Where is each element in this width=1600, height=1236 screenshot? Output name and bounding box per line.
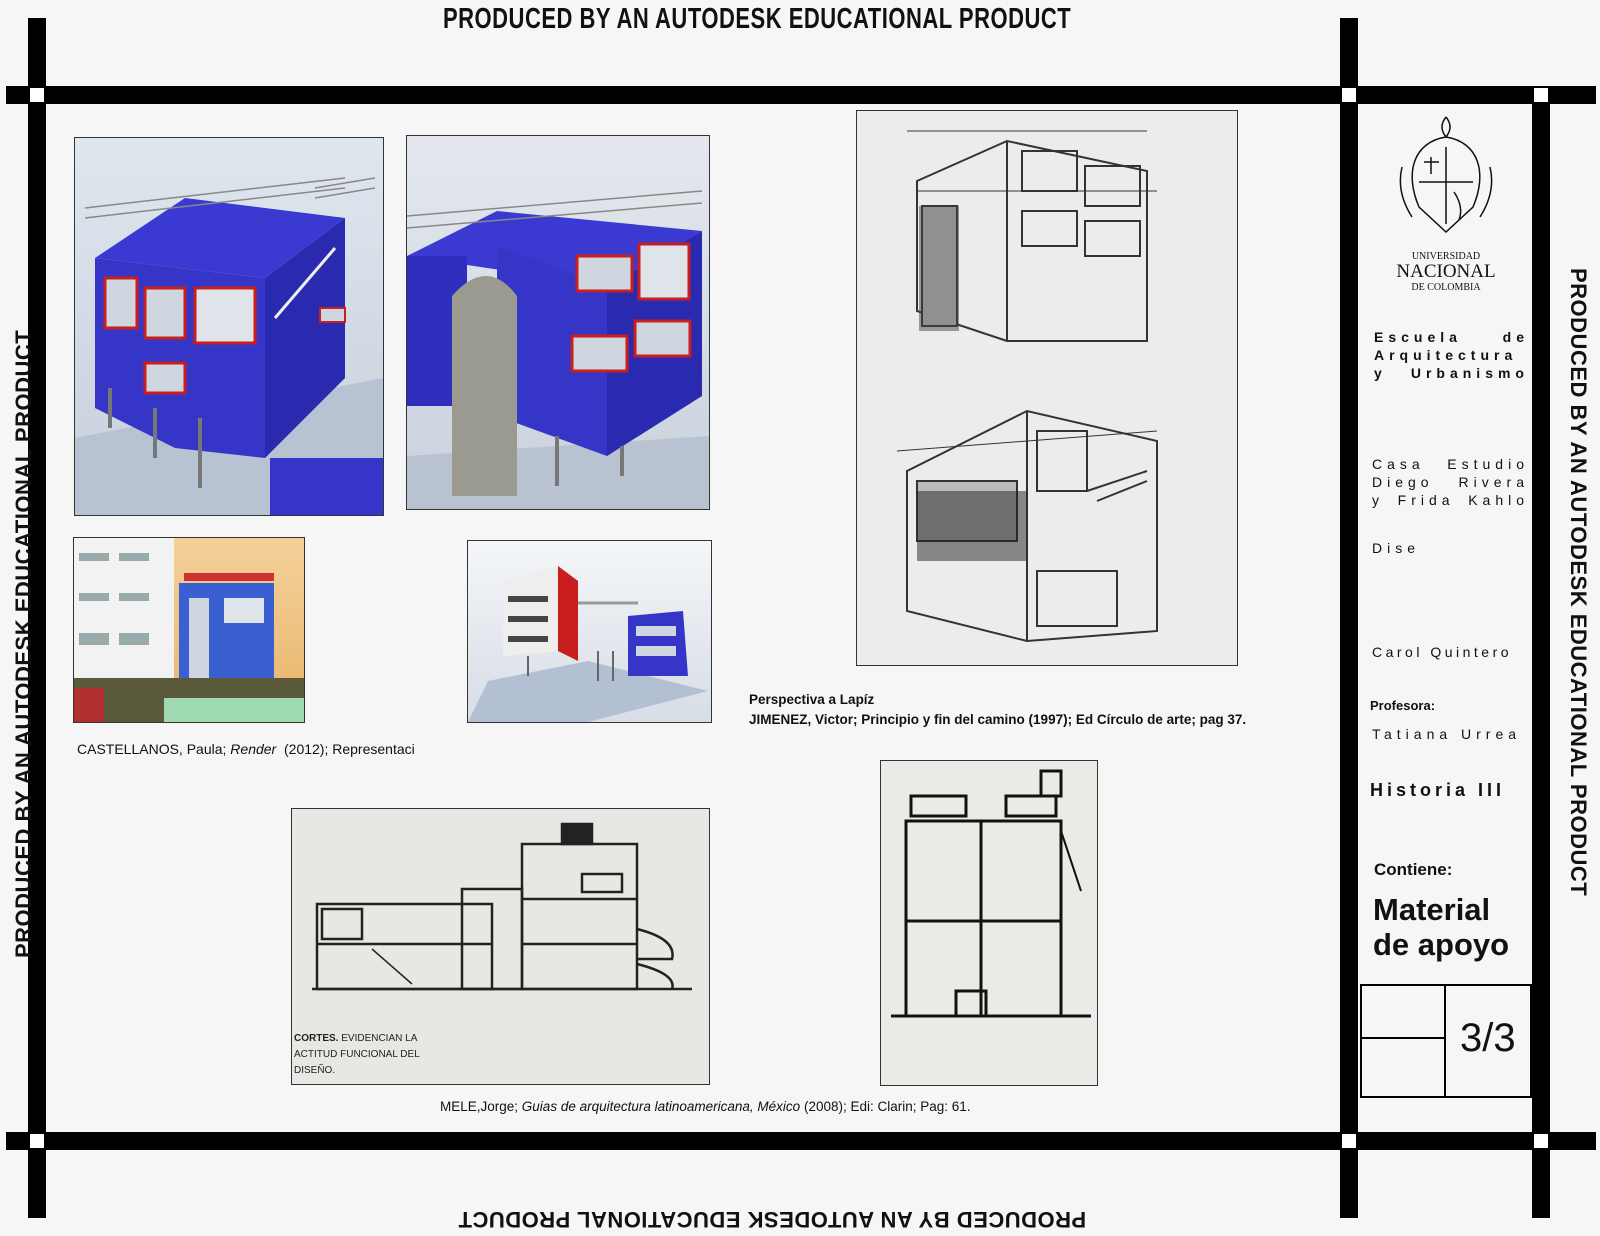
watermark-left: PRODUCED BY AN AUTODESK EDUCATIONAL PRODUCT bbox=[11, 329, 36, 958]
logo-line2: NACIONAL bbox=[1396, 261, 1496, 282]
course-name: Historia III bbox=[1370, 780, 1506, 800]
caption-perspectiva-reference: JIMENEZ, Victor; Principio y fin del camino (1997); Ed Círculo de arte; pag 37. bbox=[749, 712, 1247, 727]
profesora-name: Tatiana Urrea bbox=[1372, 726, 1522, 742]
watermark-right: PRODUCED BY AN AUTODESK EDUCATIONAL PRODUCT bbox=[1566, 268, 1591, 897]
watermark-bottom: PRODUCED BY AN AUTODESK EDUCATIONAL PRODUCT bbox=[458, 1207, 1087, 1232]
profesora-label: Profesora: bbox=[1370, 698, 1436, 713]
frame-corner bbox=[30, 88, 44, 102]
sketch-pencil-perspective bbox=[856, 110, 1238, 666]
contiene-label: Contiene: bbox=[1374, 860, 1453, 879]
watermark-top: PRODUCED BY AN AUTODESK EDUCATIONAL PRODUCT bbox=[443, 2, 1072, 35]
sheet-table-divider-vertical bbox=[1444, 984, 1446, 1096]
frame-titleblock-left-bar bbox=[1340, 18, 1358, 1218]
sheet-table-divider-horizontal bbox=[1360, 1037, 1446, 1039]
frame-corner bbox=[1342, 88, 1356, 102]
cortes-note bbox=[294, 1031, 434, 1079]
student-name: Carol Quintero bbox=[1372, 644, 1513, 660]
sheet-number: 3/3 bbox=[1460, 1016, 1516, 1060]
school-name: Escuela de Arquitectura y Urbanismo bbox=[1374, 329, 1529, 381]
caption-castellanos-rest: (2012); Representaci bbox=[276, 741, 415, 757]
render-blue-house-cylinder bbox=[406, 135, 710, 510]
caption-castellanos-author: CASTELLANOS, Paula; bbox=[77, 741, 231, 757]
caption-mele-author: MELE,Jorge; bbox=[440, 1099, 522, 1114]
frame-corner bbox=[1534, 1134, 1548, 1148]
frame-corner bbox=[1534, 88, 1548, 102]
university-seal-icon bbox=[1394, 112, 1498, 252]
section-drawing-long bbox=[291, 808, 710, 1085]
render-aerial-both-houses bbox=[467, 540, 712, 723]
caption-castellanos bbox=[77, 741, 415, 757]
dise-label: Dise bbox=[1372, 540, 1421, 556]
contiene-value: Material de apoyo bbox=[1373, 892, 1510, 962]
logo-line1: UNIVERSIDAD bbox=[1411, 251, 1481, 262]
caption-perspectiva-title: Perspectiva a Lapíz bbox=[749, 692, 875, 707]
render-blue-house-front bbox=[74, 137, 384, 516]
section-drawing-tall bbox=[880, 760, 1098, 1086]
cortes-note-bold: CORTES. bbox=[294, 1033, 339, 1044]
frame-corner bbox=[1342, 1134, 1356, 1148]
frame-corner bbox=[30, 1134, 44, 1148]
logo-line3: DE COLOMBIA bbox=[1411, 282, 1481, 293]
frame-right-bar bbox=[1532, 86, 1550, 1218]
caption-mele-rest: (2008); Edi: Clarin; Pag: 61. bbox=[800, 1099, 971, 1114]
project-name: Casa Estudio Diego Rivera y Frida Kahlo bbox=[1372, 456, 1529, 508]
cortes-note-text: EVIDENCIAN LA ACTITUD FUNCIONAL DEL DISEÑO. bbox=[294, 1033, 420, 1076]
caption-castellanos-title: Render bbox=[230, 741, 277, 757]
caption-mele bbox=[440, 1099, 971, 1114]
university-logo bbox=[1390, 112, 1502, 293]
caption-mele-title: Guias de arquitectura latinoamericana, México bbox=[521, 1099, 801, 1114]
render-street-view bbox=[73, 537, 305, 723]
